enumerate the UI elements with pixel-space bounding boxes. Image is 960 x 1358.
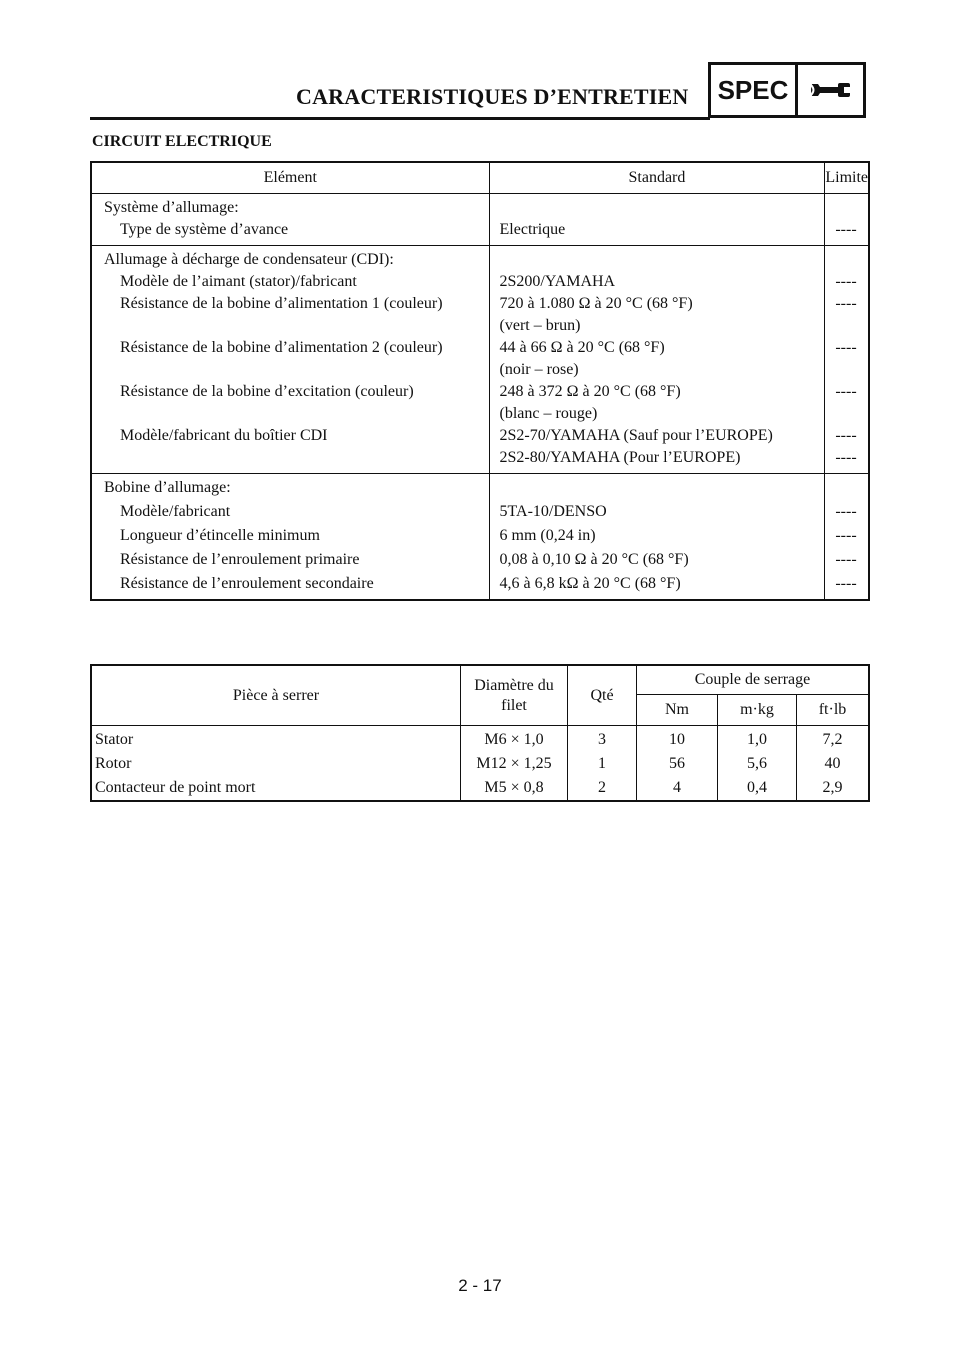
standard-value: 248 à 372 Ω à 20 °C (68 °F): [499, 383, 681, 400]
element-cell: Résistance de la bobine d’alimentation 2 (couleur): [91, 337, 489, 381]
limit-cell: ----: [835, 295, 857, 312]
col-standard: Standard: [489, 162, 825, 194]
quantity-cell: 3: [568, 726, 637, 753]
table-row: [91, 293, 869, 337]
limit-cell: ----: [835, 575, 857, 592]
category-label: Allumage à décharge de condensateur (CDI):: [91, 246, 489, 272]
table-row: [91, 776, 869, 801]
limit-cell: ----: [835, 383, 857, 400]
limit-cell: ----: [835, 503, 857, 520]
col-couple: Couple de serrage: [637, 665, 870, 695]
col-piece: Pièce à serrer: [91, 665, 461, 726]
table-header-row: [91, 665, 869, 695]
element-cell: Résistance de l’enroulement primaire: [91, 547, 489, 571]
col-limite: Limite: [825, 162, 869, 194]
table-row: [91, 194, 869, 220]
col-element: Elément: [91, 162, 489, 194]
element-cell: Longueur d’étincelle minimum: [91, 523, 489, 547]
color-value: (blanc – rouge): [499, 405, 598, 422]
standard-cell: Electrique: [489, 219, 825, 246]
piece-cell: Rotor: [91, 752, 461, 776]
nm-cell: 4: [637, 776, 718, 801]
mkg-cell: 1,0: [718, 726, 797, 753]
piece-cell: Contacteur de point mort: [91, 776, 461, 801]
table-row: [91, 726, 869, 753]
piece-cell: Stator: [91, 726, 461, 753]
table-row: [91, 447, 869, 474]
limit-cell: ----: [835, 273, 857, 290]
table-row: [91, 271, 869, 293]
spec-label: SPEC: [711, 65, 798, 115]
col-qte: Qté: [568, 665, 637, 726]
element-cell: Résistance de la bobine d’alimentation 1 (couleur): [91, 293, 489, 337]
element-cell: Type de système d’avance: [91, 219, 489, 246]
standard-cell: 4,6 à 6,8 kΩ à 20 °C (68 °F): [489, 571, 825, 600]
limit-cell: ----: [825, 447, 869, 474]
table-row: [91, 523, 869, 547]
col-diametre: Diamètre du filet: [461, 665, 568, 726]
table-row: [91, 381, 869, 425]
diameter-cell: M12 × 1,25: [461, 752, 568, 776]
col-ftlb: ft·lb: [797, 695, 870, 726]
limit-cell: ----: [835, 551, 857, 568]
table-row: [91, 219, 869, 246]
page-number: 2 - 17: [458, 1276, 502, 1295]
element-cell: Modèle/fabricant du boîtier CDI: [91, 425, 489, 447]
standard-cell: [489, 337, 825, 381]
quantity-cell: 1: [568, 752, 637, 776]
nm-cell: 10: [637, 726, 718, 753]
standard-value: 720 à 1.080 Ω à 20 °C (68 °F): [499, 295, 693, 312]
mkg-cell: 5,6: [718, 752, 797, 776]
element-cell: Résistance de l’enroulement secondaire: [91, 571, 489, 600]
wrench-icon: [798, 65, 863, 115]
table-row: [91, 571, 869, 600]
limit-cell: ----: [835, 427, 857, 444]
ftlb-cell: 2,9: [797, 776, 870, 801]
standard-cell: 2S200/YAMAHA: [489, 271, 825, 293]
element-cell: Résistance de la bobine d’excitation (couleur): [91, 381, 489, 425]
color-value: (vert – brun): [499, 317, 581, 334]
category-label: Système d’allumage:: [91, 194, 489, 220]
limit-cell: ----: [835, 527, 857, 544]
color-value: (noir – rose): [499, 361, 579, 378]
standard-cell: 0,08 à 0,10 Ω à 20 °C (68 °F): [489, 547, 825, 571]
limit-cell: ----: [835, 339, 857, 356]
limit-cell: ----: [825, 219, 869, 246]
element-cell: Modèle de l’aimant (stator)/fabricant: [91, 271, 489, 293]
standard-cell: 6 mm (0,24 in): [489, 523, 825, 547]
table-row: [91, 547, 869, 571]
spec-badge: [708, 62, 866, 118]
category-label: Bobine d’allumage:: [91, 474, 489, 500]
standard-cell: 5TA-10/DENSO: [489, 499, 825, 523]
col-nm: Nm: [637, 695, 718, 726]
standard-cell: 2S2-70/YAMAHA (Sauf pour l’EUROPE): [489, 425, 825, 447]
nm-cell: 56: [637, 752, 718, 776]
ftlb-cell: 7,2: [797, 726, 870, 753]
section-title: CIRCUIT ELECTRIQUE: [92, 133, 272, 150]
ftlb-cell: 40: [797, 752, 870, 776]
col-mkg: m·kg: [718, 695, 797, 726]
table-row: [91, 474, 869, 500]
electrical-spec-table: [90, 161, 870, 601]
standard-cell: [489, 293, 825, 337]
element-cell: Modèle/fabricant: [91, 499, 489, 523]
standard-cell: [489, 381, 825, 425]
table-row: [91, 425, 869, 447]
quantity-cell: 2: [568, 776, 637, 801]
mkg-cell: 0,4: [718, 776, 797, 801]
diameter-cell: M5 × 0,8: [461, 776, 568, 801]
header-rule: [90, 117, 710, 120]
standard-cell: 2S2-80/YAMAHA (Pour l’EUROPE): [489, 447, 825, 474]
page-title: CARACTERISTIQUES D’ENTRETIEN: [296, 84, 689, 109]
table-row: [91, 337, 869, 381]
diameter-cell: M6 × 1,0: [461, 726, 568, 753]
table-row: [91, 246, 869, 272]
table-row: [91, 752, 869, 776]
table-row: [91, 499, 869, 523]
table-header-row: [91, 162, 869, 194]
torque-table: [90, 664, 870, 802]
standard-value: 44 à 66 Ω à 20 °C (68 °F): [499, 339, 665, 356]
